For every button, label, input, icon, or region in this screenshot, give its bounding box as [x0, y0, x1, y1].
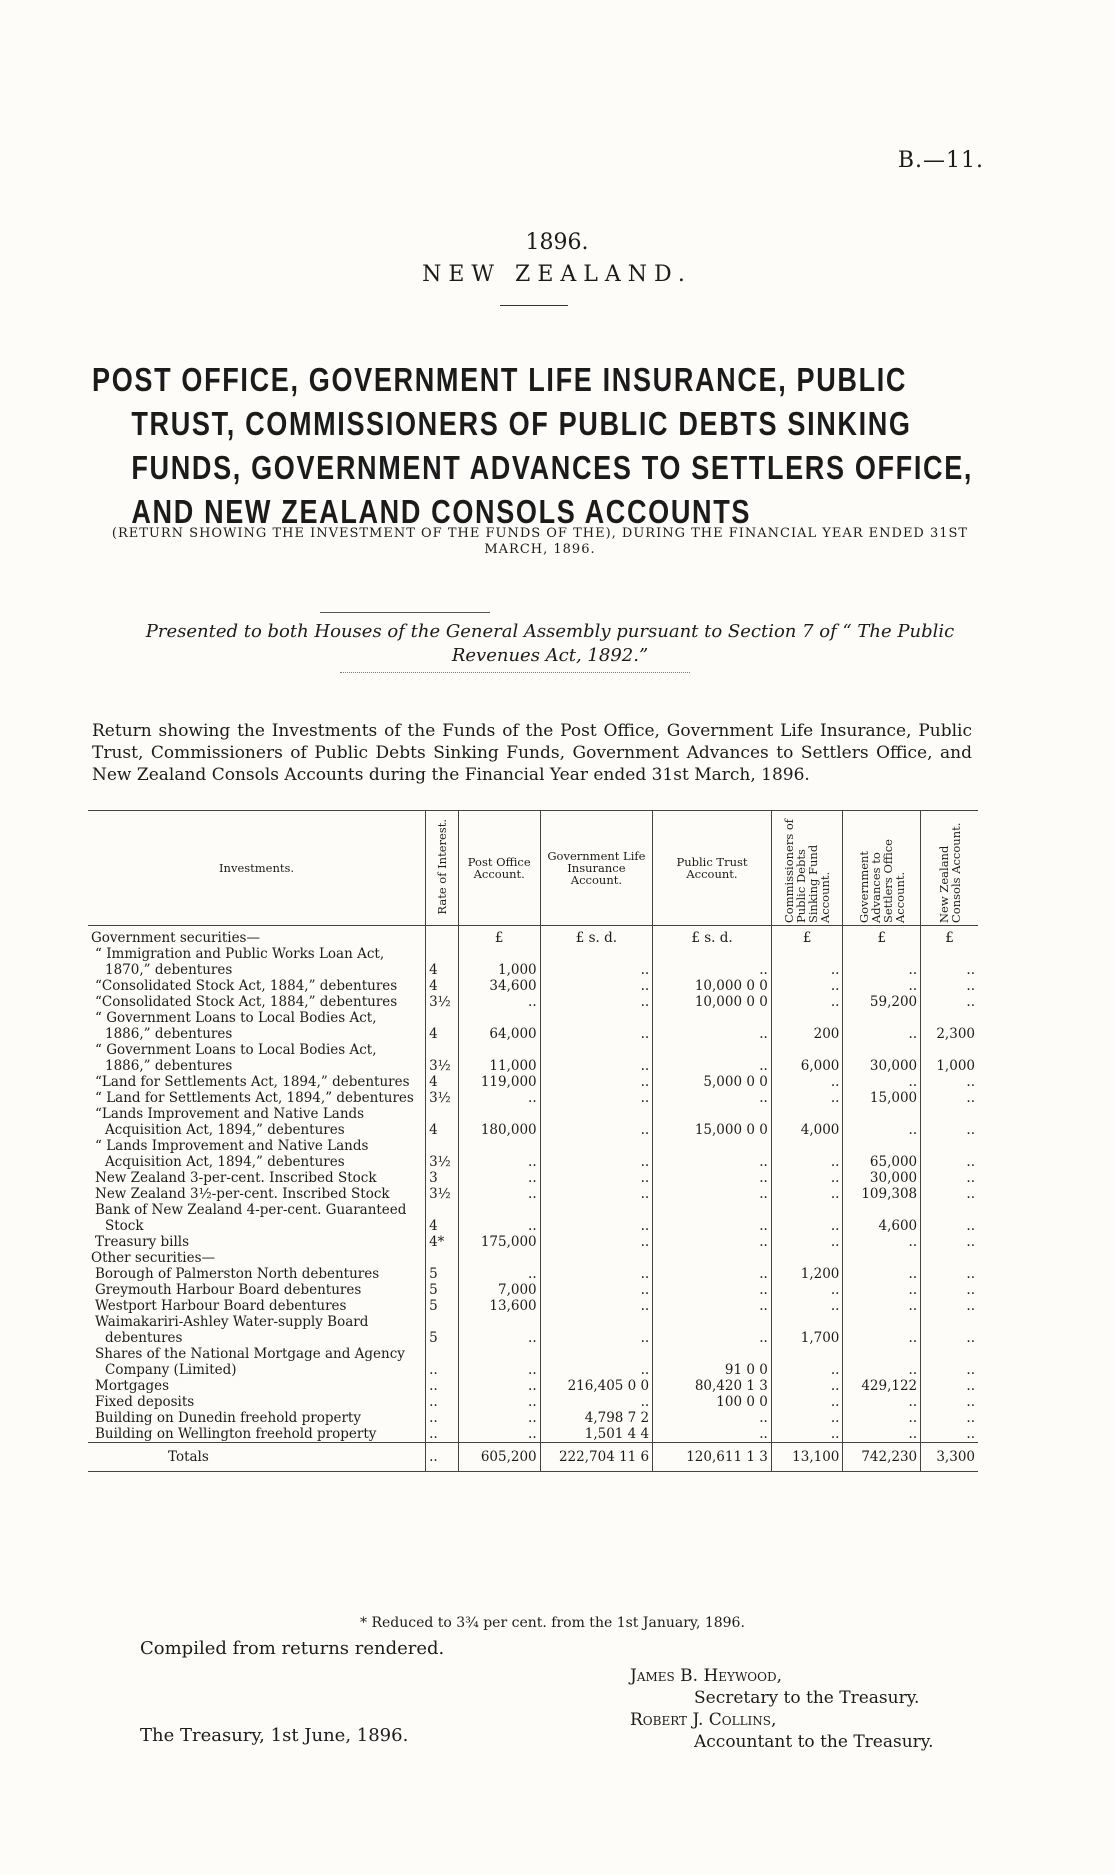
investment-name [88, 1266, 426, 1282]
investment-name [88, 946, 426, 978]
footnote: * Reduced to 3¾ per cent. from the 1st January, 1896. [360, 1615, 745, 1631]
table-row [88, 1346, 978, 1378]
cell-pt: 10,000 0 0 [653, 994, 772, 1010]
cell-adv: 109,308 [843, 1186, 921, 1202]
cell-rate: 4 [426, 1010, 459, 1042]
totals-label [88, 1443, 426, 1472]
cell-sf: 13,100 [771, 1443, 843, 1472]
title-line: POST OFFICE, GOVERNMENT LIFE INSURANCE, PUBLIC [92, 361, 908, 398]
empty-cell [843, 1250, 921, 1266]
cell-pt: .. [653, 1186, 772, 1202]
cell-pt: .. [653, 1138, 772, 1170]
investment-name [88, 1170, 426, 1186]
cell-po: 64,000 [458, 1010, 540, 1042]
cell-rate: 3 [426, 1170, 459, 1186]
cell-adv: .. [843, 1410, 921, 1426]
investments-table [88, 810, 978, 1472]
document-subtitle: (RETURN SHOWING THE INVESTMENT OF THE FUNDS OF THE), DURING THE FINANCIAL YEAR ENDED 31ST MARCH, 1896. [111, 526, 969, 557]
cell-sf: .. [771, 946, 843, 978]
cell-po: .. [458, 1090, 540, 1106]
table-body [88, 926, 978, 1472]
investment-name [88, 1074, 426, 1090]
cell-pt: .. [653, 1042, 772, 1074]
table-row [88, 1394, 978, 1410]
col-public-trust: Public Trust Account. [653, 811, 772, 926]
investment-name-text: Waimakariri-Ashley Water-supply Board debentures [95, 1314, 369, 1346]
cell-gli: .. [540, 978, 653, 994]
cell-con: .. [921, 1186, 978, 1202]
table-row [88, 1282, 978, 1298]
empty-cell [771, 1250, 843, 1266]
cell-con: .. [921, 946, 978, 978]
cell-pt: .. [653, 1090, 772, 1106]
cell-pt: .. [653, 1266, 772, 1282]
investment-name-text: Building on Wellington freehold property [95, 1426, 377, 1442]
cell-con: .. [921, 994, 978, 1010]
cell-po: .. [458, 1314, 540, 1346]
cell-rate: 3½ [426, 1138, 459, 1170]
cell-sf: 4,000 [771, 1106, 843, 1138]
investment-name [88, 1282, 426, 1298]
cell-con: .. [921, 1074, 978, 1090]
cell-po: .. [458, 1186, 540, 1202]
cell-gli: .. [540, 946, 653, 978]
investment-name-text: “Consolidated Stock Act, 1884,” debentures [95, 978, 398, 994]
cell-con: .. [921, 1138, 978, 1170]
cell-rate: 5 [426, 1298, 459, 1314]
cell-rate: .. [426, 1346, 459, 1378]
cell-rate: 5 [426, 1266, 459, 1282]
date-line: The Treasury, 1st June, 1896. [140, 1725, 409, 1746]
divider [320, 612, 490, 613]
document-title [92, 358, 974, 534]
cell-con: .. [921, 1426, 978, 1443]
investment-name [88, 1138, 426, 1170]
cell-con: .. [921, 1282, 978, 1298]
cell-adv: 742,230 [843, 1443, 921, 1472]
table-row [88, 1042, 978, 1074]
return-heading: Return showing the Investments of the Funds of the Post Office, Government Life Insurance, Public Trust, Commissioners of Public Debts Sinking Funds, Government Advances to Settlers Office, and New Zealand Consols Accounts during the Financial Year ended 31st March, 1896. [92, 721, 972, 785]
investment-name [88, 994, 426, 1010]
cell-sf: .. [771, 994, 843, 1010]
empty-cell [540, 1250, 653, 1266]
cell-gli: .. [540, 1266, 653, 1282]
cell-rate: 3½ [426, 1090, 459, 1106]
cell-pt: .. [653, 1202, 772, 1234]
cell-po: .. [458, 1138, 540, 1170]
totals-row [88, 1443, 978, 1472]
cell-sf: 200 [771, 1010, 843, 1042]
cell-po: .. [458, 1426, 540, 1443]
cell-pt: .. [653, 1010, 772, 1042]
table-row [88, 1202, 978, 1234]
empty-cell [426, 1250, 459, 1266]
cell-adv: .. [843, 1010, 921, 1042]
section-row [88, 1250, 978, 1266]
empty-cell [458, 1250, 540, 1266]
cell-pt: .. [653, 1234, 772, 1250]
cell-gli: .. [540, 1202, 653, 1234]
signatory-title: Secretary to the Treasury. [694, 1688, 920, 1708]
currency-cell: £ s. d. [540, 926, 653, 947]
investment-name [88, 1186, 426, 1202]
investment-name-text: New Zealand 3-per-cent. Inscribed Stock [95, 1170, 377, 1186]
section-label [88, 926, 426, 947]
currency-cell: £ [458, 926, 540, 947]
cell-rate: .. [426, 1394, 459, 1410]
cell-con: .. [921, 1298, 978, 1314]
investment-name-text: Borough of Palmerston North debentures [95, 1266, 380, 1282]
investment-name-text: Mortgages [95, 1378, 170, 1394]
document-reference: B.—11. [897, 148, 984, 173]
cell-sf: .. [771, 1410, 843, 1426]
cell-rate: .. [426, 1443, 459, 1472]
cell-gli: .. [540, 1106, 653, 1138]
cell-sf: .. [771, 1138, 843, 1170]
cell-sf: .. [771, 1346, 843, 1378]
cell-sf: .. [771, 1090, 843, 1106]
cell-con: .. [921, 1202, 978, 1234]
col-rate-label: Rate of Interest. [434, 819, 449, 915]
cell-pt: .. [653, 1298, 772, 1314]
cell-adv: .. [843, 1346, 921, 1378]
investment-name-text: “Land for Settlements Act, 1894,” debentures [95, 1074, 410, 1090]
cell-con: .. [921, 1346, 978, 1378]
col-sinking-fund [771, 811, 843, 926]
title-line: FUNDS, GOVERNMENT ADVANCES TO SETTLERS OFFICE, [131, 449, 974, 486]
investment-name-text: “ Lands Improvement and Native Lands Acquisition Act, 1894,” debentures [95, 1138, 369, 1170]
cell-gli: .. [540, 1394, 653, 1410]
cell-con: .. [921, 1106, 978, 1138]
cell-gli: .. [540, 1042, 653, 1074]
cell-adv: .. [843, 1282, 921, 1298]
table-row [88, 1266, 978, 1282]
cell-po: 34,600 [458, 978, 540, 994]
cell-sf: 1,200 [771, 1266, 843, 1282]
cell-po: 119,000 [458, 1074, 540, 1090]
cell-rate: .. [426, 1426, 459, 1443]
investment-name [88, 1410, 426, 1426]
investment-name-text: “ Government Loans to Local Bodies Act, 1886,” debentures [95, 1010, 377, 1042]
table-row [88, 1410, 978, 1426]
document-year: 1896. [525, 230, 589, 255]
cell-po: .. [458, 1202, 540, 1234]
investment-name-text: Greymouth Harbour Board debentures [95, 1282, 362, 1298]
currency-cell [426, 926, 459, 947]
cell-sf: 6,000 [771, 1042, 843, 1074]
cell-sf: .. [771, 1186, 843, 1202]
cell-po: .. [458, 1410, 540, 1426]
table-row [88, 978, 978, 994]
cell-sf: .. [771, 978, 843, 994]
investment-name [88, 1234, 426, 1250]
cell-gli: .. [540, 1314, 653, 1346]
table-row [88, 1314, 978, 1346]
cell-pt: .. [653, 1410, 772, 1426]
cell-sf: .. [771, 1074, 843, 1090]
cell-con: .. [921, 1266, 978, 1282]
cell-gli: .. [540, 1346, 653, 1378]
cell-con: 2,300 [921, 1010, 978, 1042]
cell-con: .. [921, 1394, 978, 1410]
investment-name-text: New Zealand 3½-per-cent. Inscribed Stock [95, 1186, 390, 1202]
cell-gli: .. [540, 1090, 653, 1106]
col-consols-label: New Zealand Consols Account. [936, 822, 963, 923]
cell-po: .. [458, 1266, 540, 1282]
table-row [88, 1426, 978, 1443]
investment-name-text: “ Government Loans to Local Bodies Act, 1886,” debentures [95, 1042, 377, 1074]
title-line: TRUST, COMMISSIONERS OF PUBLIC DEBTS SINKING [131, 405, 912, 442]
cell-gli: .. [540, 1298, 653, 1314]
investment-name [88, 1202, 426, 1234]
cell-adv: 4,600 [843, 1202, 921, 1234]
cell-sf: .. [771, 1426, 843, 1443]
divider [340, 672, 690, 673]
cell-rate: 5 [426, 1314, 459, 1346]
investment-name-text: “ Land for Settlements Act, 1894,” debentures [95, 1090, 414, 1106]
cell-po: 13,600 [458, 1298, 540, 1314]
investment-name [88, 1042, 426, 1074]
signatory-title: Accountant to the Treasury. [694, 1732, 934, 1752]
totals-label-text: Totals [168, 1449, 209, 1465]
cell-adv: .. [843, 1394, 921, 1410]
cell-pt: .. [653, 1314, 772, 1346]
cell-pt: 5,000 0 0 [653, 1074, 772, 1090]
investment-name [88, 1426, 426, 1443]
col-consols [921, 811, 978, 926]
divider [500, 305, 568, 306]
cell-rate: 4* [426, 1234, 459, 1250]
cell-pt: 10,000 0 0 [653, 978, 772, 994]
cell-rate: 4 [426, 978, 459, 994]
cell-gli: .. [540, 1138, 653, 1170]
cell-rate: .. [426, 1378, 459, 1394]
signatory-name: Robert J. Collins, [630, 1710, 777, 1730]
cell-adv: 15,000 [843, 1090, 921, 1106]
cell-pt: 120,611 1 3 [653, 1443, 772, 1472]
cell-gli: .. [540, 1170, 653, 1186]
cell-gli: 1,501 4 4 [540, 1426, 653, 1443]
cell-gli: .. [540, 1074, 653, 1090]
cell-gli: 216,405 0 0 [540, 1378, 653, 1394]
cell-gli: .. [540, 1010, 653, 1042]
col-post-office: Post Office Account. [458, 811, 540, 926]
cell-pt: .. [653, 1282, 772, 1298]
table-row [88, 1074, 978, 1090]
cell-adv: .. [843, 1106, 921, 1138]
investment-name-text: Westport Harbour Board debentures [95, 1298, 347, 1314]
table-row [88, 1378, 978, 1394]
col-investments: Investments. [88, 811, 426, 926]
cell-gli: .. [540, 994, 653, 1010]
table-row [88, 1138, 978, 1170]
investment-name [88, 1010, 426, 1042]
investment-name [88, 1090, 426, 1106]
cell-adv: 65,000 [843, 1138, 921, 1170]
investment-name-text: Bank of New Zealand 4-per-cent. Guaranteed Stock [95, 1202, 407, 1234]
investment-name [88, 1394, 426, 1410]
cell-adv: .. [843, 1234, 921, 1250]
table-row [88, 1010, 978, 1042]
cell-pt: 91 0 0 [653, 1346, 772, 1378]
col-advances-label: Government Advances to Settlers Office Account. [856, 839, 907, 923]
cell-sf: 1,700 [771, 1314, 843, 1346]
investment-name-text: “ Immigration and Public Works Loan Act, 1870,” debentures [95, 946, 385, 978]
table-row [88, 1234, 978, 1250]
cell-adv: 30,000 [843, 1042, 921, 1074]
cell-sf: .. [771, 1202, 843, 1234]
investment-name [88, 1314, 426, 1346]
cell-con: .. [921, 1234, 978, 1250]
presented-note: Presented to both Houses of the General Assembly pursuant to Section 7 of “ The Public Revenues Act, 1892.” [145, 621, 955, 666]
cell-sf: .. [771, 1234, 843, 1250]
investment-name-text: Fixed deposits [95, 1394, 195, 1410]
cell-adv: .. [843, 946, 921, 978]
cell-sf: .. [771, 1282, 843, 1298]
cell-con: .. [921, 1410, 978, 1426]
empty-cell [921, 1250, 978, 1266]
table-header-row [88, 811, 978, 926]
cell-con: .. [921, 1090, 978, 1106]
cell-adv: 429,122 [843, 1378, 921, 1394]
cell-rate: 3½ [426, 994, 459, 1010]
currency-cell: £ [921, 926, 978, 947]
cell-gli: 222,704 11 6 [540, 1443, 653, 1472]
cell-adv: .. [843, 1074, 921, 1090]
document-country: NEW ZEALAND. [422, 262, 692, 287]
cell-con: .. [921, 1378, 978, 1394]
currency-cell: £ [771, 926, 843, 947]
cell-rate: 4 [426, 946, 459, 978]
col-sinking-fund-label: Commissioners of Public Debts Sinking Fund Account. [782, 818, 833, 923]
cell-po: .. [458, 994, 540, 1010]
cell-adv: .. [843, 1314, 921, 1346]
cell-con: .. [921, 978, 978, 994]
cell-gli: 4,798 7 2 [540, 1410, 653, 1426]
table-row [88, 946, 978, 978]
signatory-name: James B. Heywood, [630, 1666, 782, 1686]
cell-po: 180,000 [458, 1106, 540, 1138]
cell-sf: .. [771, 1170, 843, 1186]
table-row [88, 1170, 978, 1186]
investment-name-text: “Lands Improvement and Native Lands Acquisition Act, 1894,” debentures [95, 1106, 365, 1138]
investment-name-text: “Consolidated Stock Act, 1884,” debentures [95, 994, 398, 1010]
cell-rate: 3½ [426, 1186, 459, 1202]
investment-name [88, 1378, 426, 1394]
cell-po: .. [458, 1378, 540, 1394]
cell-sf: .. [771, 1394, 843, 1410]
investments-table-wrapper [88, 810, 978, 1472]
table-row [88, 1090, 978, 1106]
cell-adv: .. [843, 978, 921, 994]
cell-rate: 4 [426, 1202, 459, 1234]
cell-pt: 80,420 1 3 [653, 1378, 772, 1394]
cell-gli: .. [540, 1234, 653, 1250]
cell-con: .. [921, 1314, 978, 1346]
empty-cell [653, 1250, 772, 1266]
cell-pt: .. [653, 1426, 772, 1443]
currency-row [88, 926, 978, 947]
cell-con: 1,000 [921, 1042, 978, 1074]
cell-po: 1,000 [458, 946, 540, 978]
cell-po: 11,000 [458, 1042, 540, 1074]
cell-sf: .. [771, 1378, 843, 1394]
investment-name [88, 1298, 426, 1314]
investment-name [88, 1346, 426, 1378]
col-advances [843, 811, 921, 926]
investment-name-text: Shares of the National Mortgage and Agency Company (Limited) [95, 1346, 405, 1378]
cell-pt: 15,000 0 0 [653, 1106, 772, 1138]
cell-adv: 30,000 [843, 1170, 921, 1186]
cell-pt: .. [653, 946, 772, 978]
investment-name [88, 1106, 426, 1138]
cell-po: .. [458, 1346, 540, 1378]
investment-name [88, 978, 426, 994]
section-gov-label: Government securities— [91, 930, 260, 946]
col-life-insurance: Government Life Insurance Account. [540, 811, 653, 926]
section-other-label: Other securities— [91, 1250, 216, 1266]
cell-gli: .. [540, 1282, 653, 1298]
signature-block [630, 1665, 934, 1753]
cell-con: .. [921, 1170, 978, 1186]
compiled-note: Compiled from returns rendered. [140, 1638, 445, 1659]
cell-rate: 4 [426, 1106, 459, 1138]
table-row [88, 1106, 978, 1138]
cell-po: 175,000 [458, 1234, 540, 1250]
cell-adv: 59,200 [843, 994, 921, 1010]
cell-con: 3,300 [921, 1443, 978, 1472]
table-row [88, 994, 978, 1010]
cell-po: .. [458, 1170, 540, 1186]
cell-adv: .. [843, 1266, 921, 1282]
cell-po: 7,000 [458, 1282, 540, 1298]
cell-po: .. [458, 1394, 540, 1410]
table-row [88, 1186, 978, 1202]
table-row [88, 1298, 978, 1314]
investment-name-text: Building on Dunedin freehold property [95, 1410, 361, 1426]
cell-rate: 5 [426, 1282, 459, 1298]
currency-cell: £ [843, 926, 921, 947]
cell-rate: 3½ [426, 1042, 459, 1074]
cell-rate: 4 [426, 1074, 459, 1090]
cell-sf: .. [771, 1298, 843, 1314]
investment-name-text: Treasury bills [95, 1234, 190, 1250]
col-rate [426, 811, 459, 926]
title-line: AND NEW ZEALAND CONSOLS ACCOUNTS [131, 493, 752, 530]
cell-pt: .. [653, 1170, 772, 1186]
cell-gli: .. [540, 1186, 653, 1202]
currency-cell: £ s. d. [653, 926, 772, 947]
cell-po: 605,200 [458, 1443, 540, 1472]
cell-adv: .. [843, 1298, 921, 1314]
cell-adv: .. [843, 1426, 921, 1443]
cell-pt: 100 0 0 [653, 1394, 772, 1410]
cell-rate: .. [426, 1410, 459, 1426]
